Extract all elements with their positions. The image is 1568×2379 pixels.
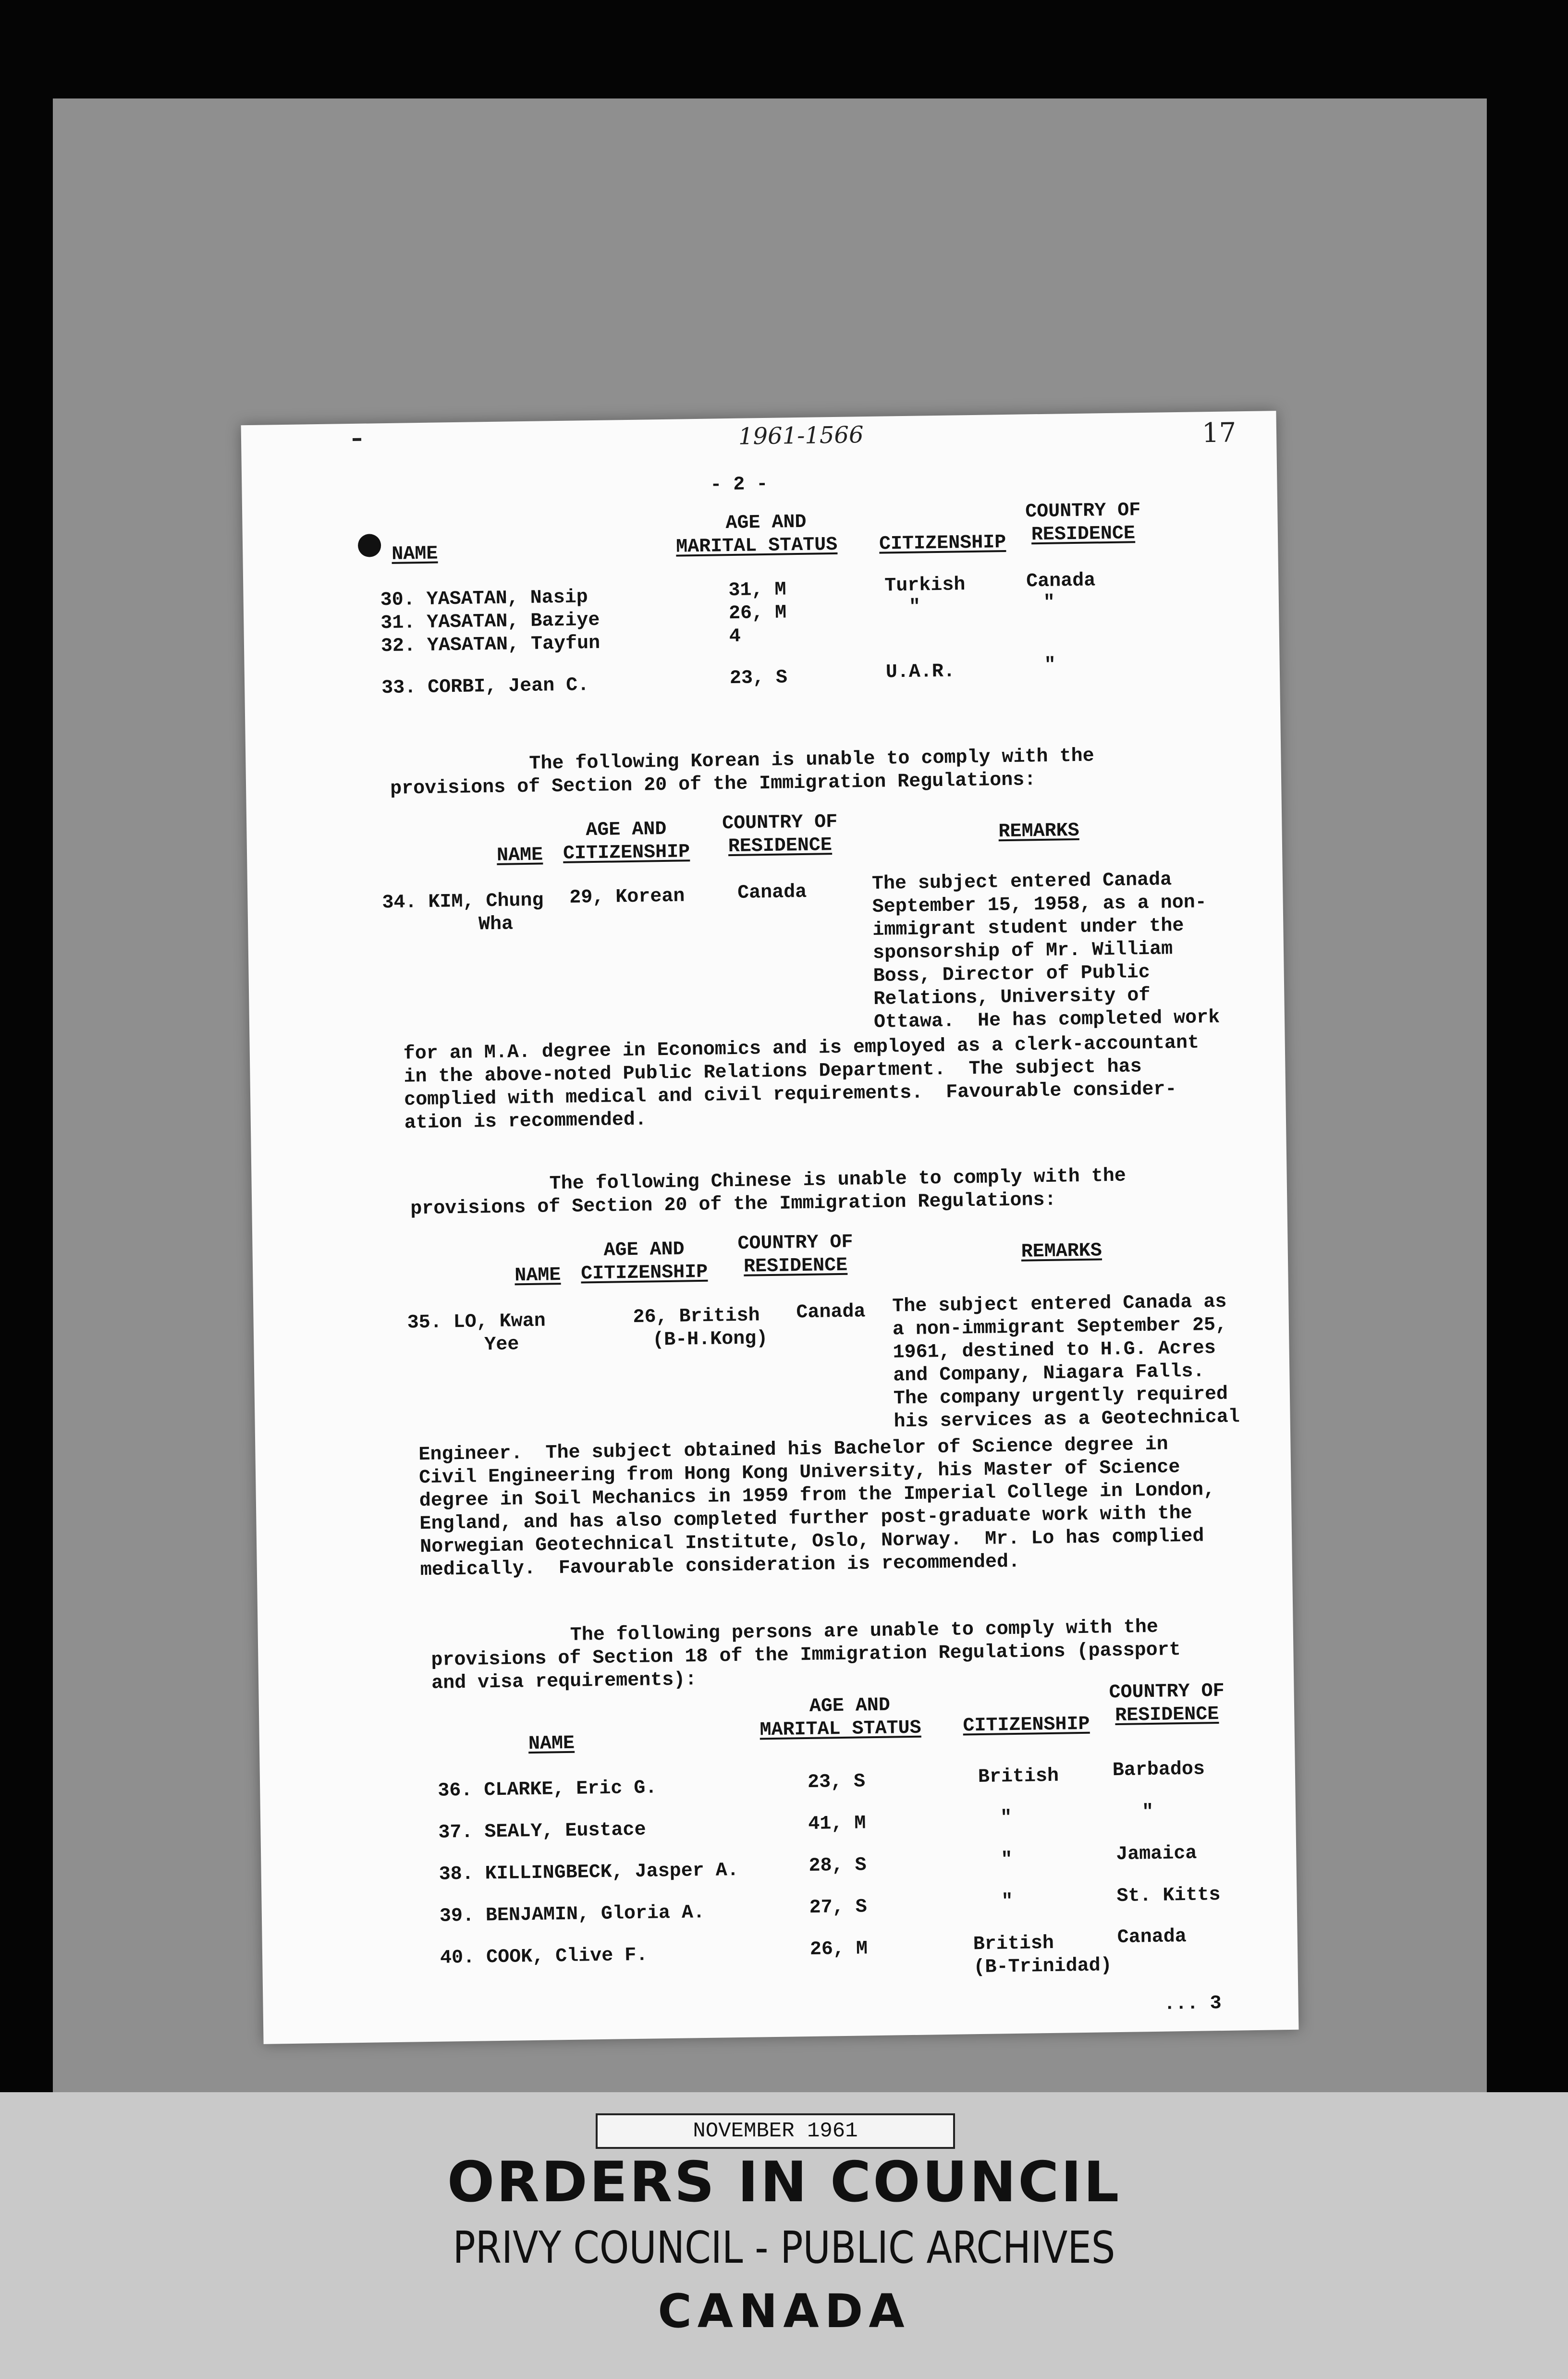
chinese-body-line: Norwegian Geotechnical Institute, Oslo, Norway. Mr. Lo has complied xyxy=(419,1525,1204,1558)
chinese-header-country-2: RESIDENCE xyxy=(743,1254,848,1278)
chinese-remarks-line: and Company, Niagara Falls. xyxy=(893,1361,1205,1387)
korean-entry-name-2: Wha xyxy=(478,913,514,936)
korean-header-age-1: AGE AND xyxy=(586,818,667,842)
persons-row-name: 39. BENJAMIN, Gloria A. xyxy=(439,1902,705,1927)
persons-row-age: 23, S xyxy=(807,1771,866,1794)
persons-row-country: Jamaica xyxy=(1115,1842,1197,1866)
korean-entry-name-1: 34. KIM, Chung xyxy=(382,890,544,914)
page-marker: - 2 - xyxy=(710,473,768,496)
chinese-body-line: Civil Engineering from Hong Kong University, his Master of Science xyxy=(418,1457,1180,1489)
persons-intro-3: and visa requirements): xyxy=(431,1669,697,1694)
korean-body-line: for an M.A. degree in Economics and is employed as a clerk-accountant xyxy=(403,1032,1200,1065)
korean-remarks-line: September 15, 1958, as a non- xyxy=(872,892,1207,918)
korean-header-name: NAME xyxy=(496,844,543,867)
korean-entry-age: 29, Korean xyxy=(569,885,685,909)
chinese-header-age-2: CITIZENSHIP xyxy=(580,1261,708,1285)
persons-row-age: 27, S xyxy=(809,1896,868,1919)
margin-mark xyxy=(353,438,361,441)
t1-row-name: 30. YASATAN, Nasip xyxy=(380,587,588,612)
t1-row-name: 31. YASATAN, Baziye xyxy=(380,609,600,635)
chinese-remarks-line: The company urgently required xyxy=(893,1383,1228,1410)
korean-remarks-line: Relations, University of xyxy=(873,984,1151,1010)
chinese-body-line: medically. Favourable consideration is recommended. xyxy=(420,1551,1020,1582)
footer-country: CANADA xyxy=(658,2284,910,2338)
chinese-header-remarks: REMARKS xyxy=(1021,1240,1102,1263)
t1-row-citizenship: Turkish xyxy=(884,574,966,597)
chinese-remarks-line: 1961, destined to H.G. Acres xyxy=(893,1337,1216,1364)
persons-row-name: 38. KILLINGBECK, Jasper A. xyxy=(439,1860,739,1886)
chinese-intro-2: provisions of Section 20 of the Immigration Regulations: xyxy=(410,1189,1056,1220)
chinese-entry-country: Canada xyxy=(796,1301,866,1324)
document-page xyxy=(241,411,1299,2044)
chinese-header-country-1: COUNTRY OF xyxy=(737,1231,853,1255)
folio-number: 17 xyxy=(1201,417,1237,449)
t1-header-age-1: AGE AND xyxy=(725,511,807,535)
persons-row-name: 40. COOK, Clive F. xyxy=(440,1944,648,1969)
chinese-entry-name-2: Yee xyxy=(484,1334,519,1356)
persons-row-citizenship: " xyxy=(1001,1891,1013,1913)
chinese-header-name: NAME xyxy=(514,1264,561,1287)
korean-intro-2: provisions of Section 20 of the Immigration Regulations: xyxy=(390,769,1036,800)
persons-row-country: " xyxy=(1141,1801,1154,1824)
persons-row-name: 37. SEALY, Eustace xyxy=(438,1819,646,1844)
persons-intro-1: The following persons are unable to comply with the xyxy=(570,1616,1159,1646)
persons-row-name: 36. CLARKE, Eric G. xyxy=(437,1777,657,1802)
t1-row-age: 23, S xyxy=(729,667,788,690)
persons-row-country: Canada xyxy=(1117,1926,1187,1949)
t1-header-name: NAME xyxy=(392,543,438,565)
korean-remarks-line: Boss, Director of Public xyxy=(873,961,1151,987)
korean-entry-country: Canada xyxy=(737,881,807,904)
persons-row-age: 28, S xyxy=(808,1854,867,1877)
t1-row-citizenship: U.A.R. xyxy=(885,661,956,684)
archive-footer xyxy=(0,2092,1568,2379)
persons-header-country-1: COUNTRY OF xyxy=(1109,1680,1225,1704)
persons-intro-2: provisions of Section 18 of the Immigration Regulations (passport xyxy=(431,1639,1181,1671)
korean-remarks-line: Ottawa. He has completed work xyxy=(873,1006,1220,1033)
persons-header-citizenship: CITIZENSHIP xyxy=(963,1713,1090,1737)
korean-body-line: ation is recommended. xyxy=(404,1109,647,1134)
persons-header-name: NAME xyxy=(528,1732,575,1755)
footer-date: NOVEMBER 1961 xyxy=(596,2113,955,2149)
t1-row-age: 31, M xyxy=(728,579,786,602)
t1-row-country: Canada xyxy=(1026,570,1096,593)
korean-header-age-2: CITIZENSHIP xyxy=(563,841,690,865)
chinese-intro-1: The following Chinese is unable to comply with the xyxy=(549,1165,1127,1195)
chinese-entry-age-1: 26, British xyxy=(633,1305,760,1328)
t1-row-name: 33. CORBI, Jean C. xyxy=(381,674,589,699)
korean-remarks-line: immigrant student under the xyxy=(872,915,1184,941)
t1-row-age: 26, M xyxy=(728,602,787,625)
korean-header-country-1: COUNTRY OF xyxy=(722,811,838,835)
chinese-remarks-line: The subject entered Canada as xyxy=(892,1291,1227,1318)
t1-row-age: 4 xyxy=(729,625,741,648)
chinese-body-line: Engineer. The subject obtained his Bachelor of Science degree in xyxy=(418,1434,1168,1466)
chinese-header-age-1: AGE AND xyxy=(603,1239,685,1262)
punch-hole xyxy=(358,534,381,557)
korean-remarks-line: The subject entered Canada xyxy=(871,869,1172,895)
t1-header-country-1: COUNTRY OF xyxy=(1025,500,1141,523)
footer-subtitle: PRIVY COUNCIL - PUBLIC ARCHIVES xyxy=(453,2222,1115,2273)
persons-row-country: St. Kitts xyxy=(1116,1884,1221,1908)
persons-row-age: 26, M xyxy=(809,1938,868,1961)
t1-header-age-2: MARITAL STATUS xyxy=(675,534,838,558)
chinese-body-line: England, and has also completed further post-graduate work with the xyxy=(419,1502,1192,1535)
persons-row-age: 41, M xyxy=(808,1813,866,1836)
footer-title: ORDERS IN COUNCIL xyxy=(447,2150,1121,2215)
korean-body-line: in the above-noted Public Relations Department. The subject has xyxy=(404,1056,1142,1088)
continuation-marker: ... 3 xyxy=(1164,1993,1222,2015)
persons-row-citizenship: British xyxy=(978,1765,1059,1789)
t1-row-country: " xyxy=(1044,654,1056,676)
persons-row-citizenship: " xyxy=(1001,1849,1013,1871)
persons-row-country: Barbados xyxy=(1112,1758,1205,1782)
chinese-remarks-line: a non-immigrant September 25, xyxy=(892,1314,1227,1341)
persons-header-age-1: AGE AND xyxy=(809,1694,891,1717)
t1-row-country: " xyxy=(1043,592,1055,614)
chinese-entry-name-1: 35. LO, Kwan xyxy=(407,1310,546,1334)
t1-header-country-2: RESIDENCE xyxy=(1031,523,1136,546)
t1-row-name: 32. YASATAN, Tayfun xyxy=(380,632,600,658)
persons-row-citizenship: British xyxy=(973,1932,1054,1956)
persons-header-country-2: RESIDENCE xyxy=(1115,1704,1219,1727)
chinese-body-line: degree in Soil Mechanics in 1959 from the Imperial College in London, xyxy=(419,1479,1215,1512)
handwritten-reference: 1961-1566 xyxy=(738,421,864,450)
korean-header-country-2: RESIDENCE xyxy=(728,834,833,858)
t1-header-citizenship: CITIZENSHIP xyxy=(879,531,1006,555)
korean-body-line: complied with medical and civil requirements. Favourable consider- xyxy=(404,1079,1177,1111)
chinese-entry-age-2: (B-H.Kong) xyxy=(652,1328,768,1351)
chinese-remarks-line: his services as a Geotechnical xyxy=(894,1406,1240,1433)
t1-row-citizenship: " xyxy=(908,596,921,618)
persons-row-citizenship-2: (B-Trinidad) xyxy=(973,1955,1112,1979)
persons-header-age-2: MARITAL STATUS xyxy=(760,1717,921,1741)
persons-row-citizenship: " xyxy=(1000,1807,1012,1829)
korean-header-remarks: REMARKS xyxy=(998,820,1079,843)
korean-remarks-line: sponsorship of Mr. William xyxy=(872,938,1173,964)
korean-intro-1: The following Korean is unable to comply with the xyxy=(529,745,1094,775)
